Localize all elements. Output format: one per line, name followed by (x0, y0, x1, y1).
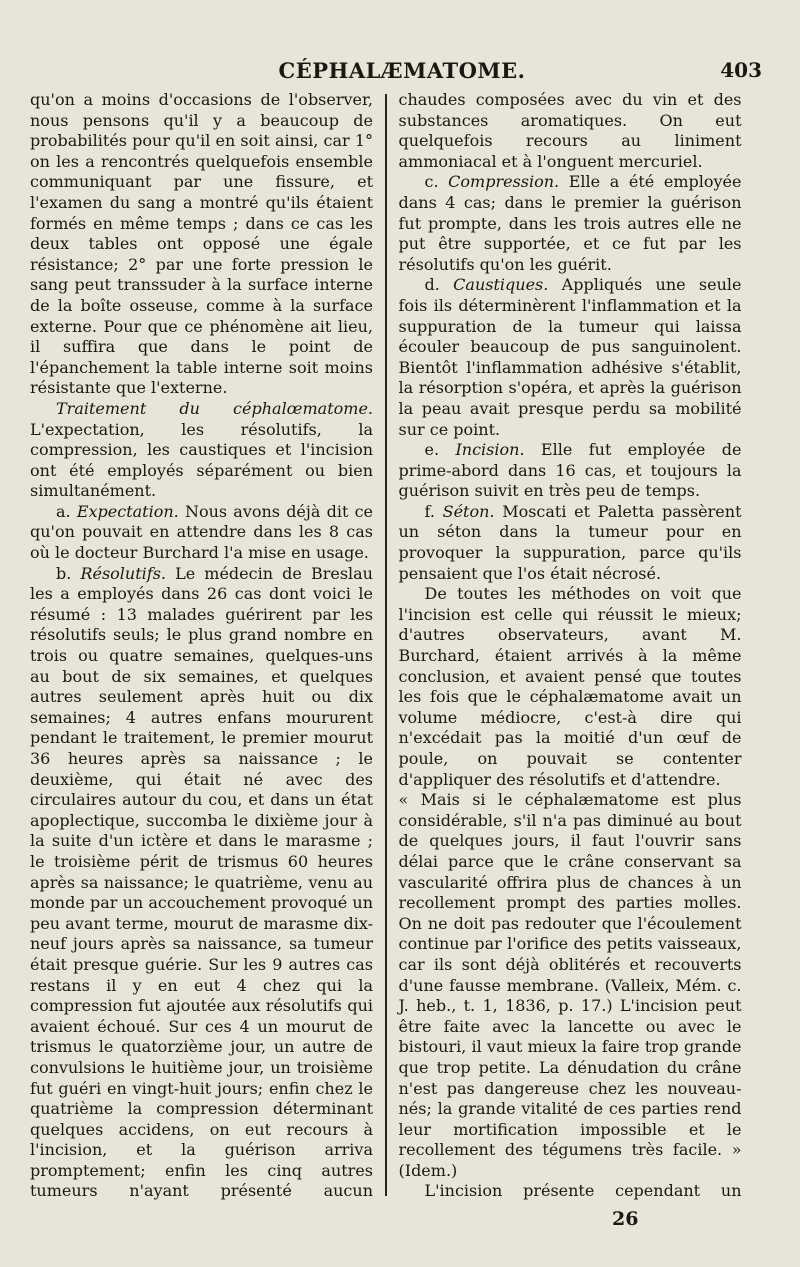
paragraph: De toutes les méthodes on voit que l'incision est celle qui réussit le mieux; d'autres observateurs, avant M. Burchard, étaient arrivés à la même conclusion, et avaient pensé que toutes les fois que le céphalæmatome avait un volume médiocre, c'est-à dire qui n'excédait pas la moitié d'un œuf de poule, on pouvait se contenter d'appliquer des résolutifs et d'attendre. (398, 584, 742, 789)
paragraph: Traitement du céphalœmatome. L'expectation, les résolutifs, la compression, les caustiques et l'incision ont été employés séparément ou bien simultanément. (30, 398, 373, 501)
paragraph: c. Compression. Elle a été employée dans 4 cas; dans le premier la guérison fut prompte, dans les trois autres elle ne put être supportée, et ce fut par les résolutifs qu'on les guérit. (398, 172, 742, 274)
page-number: 403 (720, 58, 762, 82)
running-title: CÉPHALÆMATOME. (278, 58, 526, 83)
paragraph: L'incision présente cependant un (424, 1181, 742, 1200)
paragraph: d. Caustiques. Appliqués une seule fois ils déterminèrent l'inflammation et la suppuration de la tumeur qui laissa écouler beaucoup de pus sanguinolent. Bientôt l'inflammation adhésive s'établit, la résorption s'opéra, et après la guérison la peau avait presque perdu sa mobilité sur ce point. (398, 275, 742, 439)
paragraph: b. Résolutifs. Le médecin de Breslau les a employés dans 26 cas dont voici le résumé : 13 malades guérirent par les résolutifs seuls; le plus grand nombre en trois ou quatre semaines, quelques-uns au bout de six semaines, et quelques autres seulement après huit ou dix semaines; 4 autres enfans moururent pendant le traitement, le premier mourut 36 heures après sa naissance ; le deuxième, qui était né avec des circulaires autour du cou, et dans un état apoplectique, succomba le dixième jour à la suite d'un ictère et dans le marasme ; le troisième périt de trismus 60 heures après sa naissance; le quatrième, venu au monde par un accouchement provoqué un peu avant terme, mourut de marasme dix-neuf jours après sa naissance, sa tumeur était presque guérie. Sur les 9 autres cas restans il y en eut 4 chez qui la compression fut ajoutée aux résolutifs qui avaient échoué. Sur ces 4 un mourut de trismus le quatorzième jour, un autre de convulsions le huitième jour, un troisième fut guéri en vingt-huit jours; enfin chez le quatrième la compression déterminant quelques accidens, on eut recours à l'incision, et la guérison arriva promptement; enfin les cinq autres tumeurs n'ayant présenté aucun (30, 563, 373, 1200)
paragraph: « Mais si le céphalæmatome est plus considérable, s'il n'a pas diminué au bout de quelques jours, il faut l'ouvrir sans délai parce que le crâne conservant sa vascularité offrira plus de chances à un recollement prompt des parties molles. On ne doit pas redouter que l'écoulement continue par l'orifice des petits vaisseaux, car ils sont déjà oblitérés et recouverts d'une fausse membrane. (Valleix, Mém. c. J. heb., t. 1, 1836, p. 17.) L'incision peut être faite avec la lancette ou avec le bistouri, il vaut mieux la faire trop grande que trop petite. La dénudation du crâne n'est pas dangereuse chez les nouveau-nés; la grande vitalité de ces parties rend leur mortification impossible et le recollement des tégumens très facile. » (Idem.) (398, 790, 742, 1180)
left-column (30, 90, 385, 1200)
right-column (387, 90, 742, 1200)
paragraph: chaudes composées avec du vin et des substances aromatiques. On eut quelquefois recours au liniment ammoniacal et à l'onguent mercuriel. (398, 90, 742, 171)
paragraph: qu'on a moins d'occasions de l'observer, nous pensons qu'il y a beaucoup de probabilités pour qu'il en soit ainsi, car 1° on les a rencontrés quelquefois ensemble communiquant par une fissure, et l'examen du sang a montré qu'ils étaient formés en même temps ; dans ce cas les deux tables ont opposé une égale résistance; 2° par une forte pression le sang peut transsuder à la surface interne de la boîte osseuse, comme à la surface externe. Pour que ce phénomène ait lieu, il suffira que dans le point de l'épanchement la table interne soit moins résistante que l'externe. (30, 90, 373, 398)
paragraph: f. Séton. Moscati et Paletta passèrent un séton dans la tumeur pour en provoquer la suppuration, parce qu'ils pensaient que l'os était nécrosé. (398, 501, 742, 583)
text-columns (30, 90, 774, 1200)
paragraph: a. Expectation. Nous avons déjà dit ce qu'on pouvait en attendre dans les 8 cas où le docteur Burchard l'a mise en usage. (30, 501, 374, 563)
signature-mark: 26 (612, 1208, 639, 1230)
paragraph: e. Incision. Elle fut employée de prime-abord dans 16 cas, et toujours la guérison suivit en très peu de temps. (398, 440, 742, 501)
page-header (30, 54, 774, 88)
